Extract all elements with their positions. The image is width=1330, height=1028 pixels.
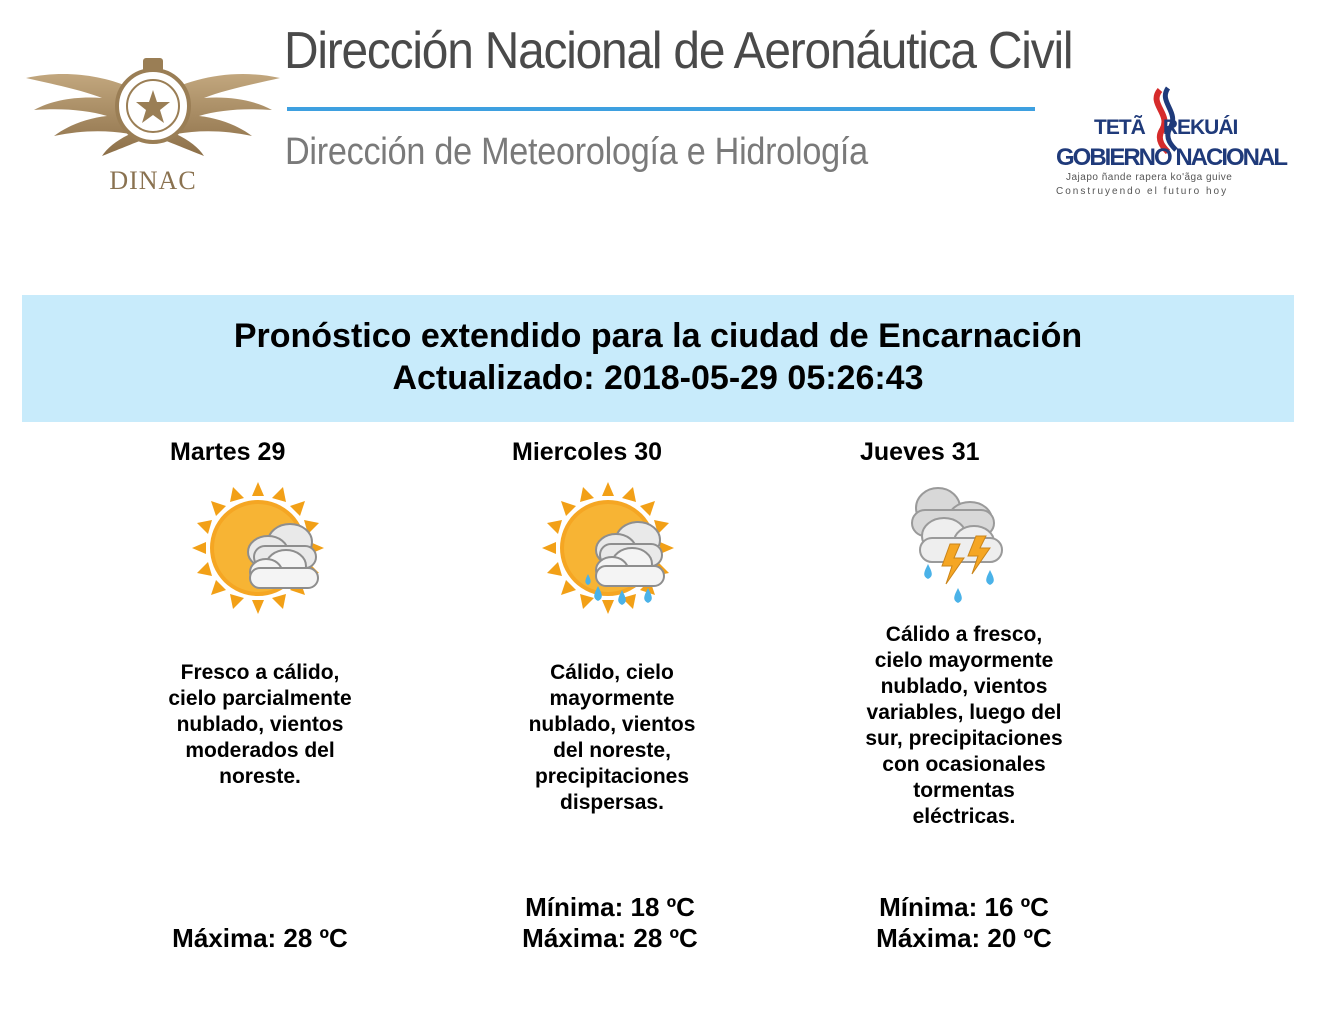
dinac-logo	[22, 38, 284, 208]
max-temperature: Máxima: 28 ºC	[522, 923, 698, 953]
sun-cloud-rain-icon	[542, 480, 692, 620]
day-name: Jueves 31	[860, 438, 980, 466]
dinac-logo-text: DINAC	[109, 166, 197, 195]
updated-timestamp: Actualizado: 2018-05-29 05:26:43	[392, 359, 924, 397]
day-name: Martes 29	[170, 438, 286, 466]
min-temperature	[140, 892, 380, 923]
org-title: Dirección Nacional de Aeronáutica Civil	[284, 22, 1073, 80]
gov-logo-line3: Jajapo ñande rapera ko'ãga guive	[1066, 172, 1233, 183]
day-description: Fresco a cálido, cielo parcialmente nublado, vientos moderados del noreste.	[168, 661, 352, 788]
gov-logo-line1	[1094, 116, 1237, 140]
gov-logo-rekuai: REKUÁI	[1162, 116, 1238, 139]
day-temperatures	[140, 892, 380, 954]
min-temperature: Mínima: 18 ºC	[525, 892, 695, 922]
gov-logo-line2: GOBIERNO NACIONAL	[1056, 144, 1286, 171]
gov-logo-teta: TETÃ	[1094, 116, 1145, 139]
day-description: Cálido, cielo mayormente nublado, vientos del noreste, precipitaciones dispersas.	[528, 661, 696, 814]
max-temperature: Máxima: 20 ºC	[876, 923, 1052, 953]
org-subtitle: Dirección de Meteorología e Hidrología	[285, 131, 868, 173]
day-temperatures	[490, 892, 730, 954]
gobierno-nacional-logo	[1050, 86, 1286, 204]
forecast-banner	[22, 295, 1294, 422]
gov-logo-line4: Construyendo el futuro hoy	[1056, 186, 1229, 197]
max-temperature: Máxima: 28 ºC	[172, 923, 348, 953]
forecast-title: Pronóstico extendido para la ciudad de Encarnación	[233, 317, 1083, 355]
day-description: Cálido a fresco, cielo mayormente nublado, vientos variables, luego del sur, precipitaciones con ocasionales tormentas eléctricas.	[865, 623, 1063, 828]
min-temperature: Mínima: 16 ºC	[879, 892, 1049, 922]
partly-cloudy-sun-icon	[190, 480, 340, 620]
winged-emblem-icon	[22, 38, 284, 168]
day-name: Miercoles 30	[512, 438, 663, 466]
day-temperatures	[844, 892, 1084, 954]
title-divider	[287, 107, 1035, 111]
thunderstorm-rain-icon	[900, 480, 1050, 620]
